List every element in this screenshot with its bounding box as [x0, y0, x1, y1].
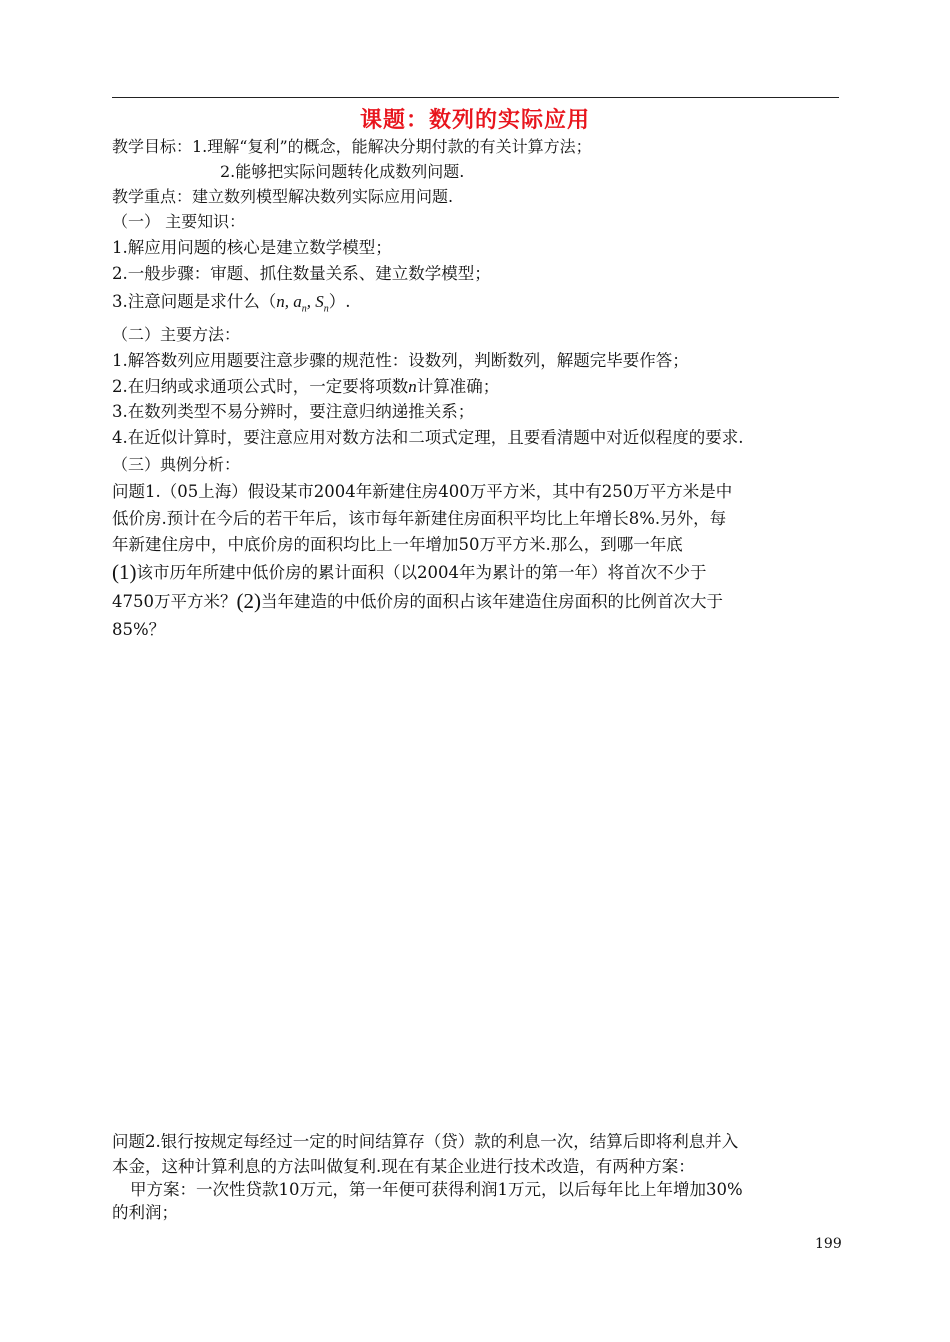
math-n-a: n, a: [276, 292, 302, 311]
section3-heading: （三）典例分析：: [112, 455, 241, 474]
math-sub-a: n: [301, 303, 307, 315]
math-s: , S: [306, 292, 324, 311]
section1-item-2: 2.一般步骤：审题、抓住数量关系、建立数学模型；: [112, 264, 491, 283]
section1-item-3: [112, 292, 351, 319]
problem2-line-1: 问题2.银行按规定每经过一定的时间结算存（贷）款的利息一次，结算后即将利息并入: [112, 1132, 739, 1151]
item2-prefix: 2.在归纳或求通项公式时，一定要将项数: [112, 377, 409, 396]
header-rule: [112, 97, 839, 98]
key-point: 教学重点：建立数列模型解决数列实际应用问题.: [112, 187, 454, 206]
problem2-line-4: 的利润；: [112, 1203, 178, 1222]
objective-line-1: 教学目标：1.理解“复利”的概念，能解决分期付款的有关计算方法；: [112, 137, 592, 156]
page-title: 课题：数列的实际应用: [359, 108, 590, 133]
item2-var: n: [408, 377, 417, 396]
section1-item-1: 1.解应用问题的核心是建立数学模型；: [112, 238, 392, 257]
section2-heading: （二）主要方法：: [112, 325, 241, 344]
problem1-line-4: [112, 562, 707, 583]
problem1-line-5-prefix: 4750万平方米？: [112, 592, 237, 611]
section2-item-4: 4.在近似计算时，要注意应用对数方法和二项式定理，且要看清题中对近似程度的要求.: [112, 428, 744, 447]
problem1-line-5: [112, 591, 723, 612]
section2-item-3: 3.在数列类型不易分辨时，要注意归纳递推关系；: [112, 402, 475, 421]
question-1-marker: (1): [112, 560, 137, 584]
problem1-line-6: 85%？: [112, 620, 166, 639]
question-2-marker: (2): [236, 589, 261, 613]
problem2-line-3: 甲方案：一次性贷款10万元，第一年便可获得利润1万元，以后每年比上年增加30%: [130, 1180, 743, 1199]
page-number: 199: [815, 1236, 842, 1252]
item3-suffix: ）.: [328, 292, 351, 311]
item3-math: [276, 292, 329, 315]
problem1-line-3: 年新建住房中，中底价房的面积均比上一年增加50万平方米.那么，到哪一年底: [112, 535, 683, 554]
math-sub-s: n: [323, 303, 329, 315]
section2-item-2: [112, 377, 499, 397]
item3-prefix: 3.注意问题是求什么（: [112, 292, 277, 311]
problem2-line-2: 本金，这种计算利息的方法叫做复利.现在有某企业进行技术改造，有两种方案：: [112, 1157, 695, 1176]
objective-line-2: 2.能够把实际问题转化成数列问题.: [220, 162, 465, 181]
problem1-line-4-text: 该市历年所建中低价房的累计面积（以2004年为累计的第一年）将首次不少于: [136, 563, 707, 582]
problem1-line-1: 问题1.（05上海）假设某市2004年新建住房400万平方米，其中有250万平方米是中: [112, 482, 733, 501]
item2-suffix: 计算准确；: [416, 377, 500, 396]
section2-item-1: 1.解答数列应用题要注意步骤的规范性：设数列，判断数列，解题完毕要作答；: [112, 351, 689, 370]
problem1-line-5-suffix: 当年建造的中低价房的面积占该年建造住房面积的比例首次大于: [261, 592, 723, 611]
section1-heading: （一） 主要知识：: [112, 212, 246, 231]
problem1-line-2: 低价房.预计在今后的若干年后，该市每年新建住房面积平均比上年增长8%.另外，每: [112, 509, 727, 528]
